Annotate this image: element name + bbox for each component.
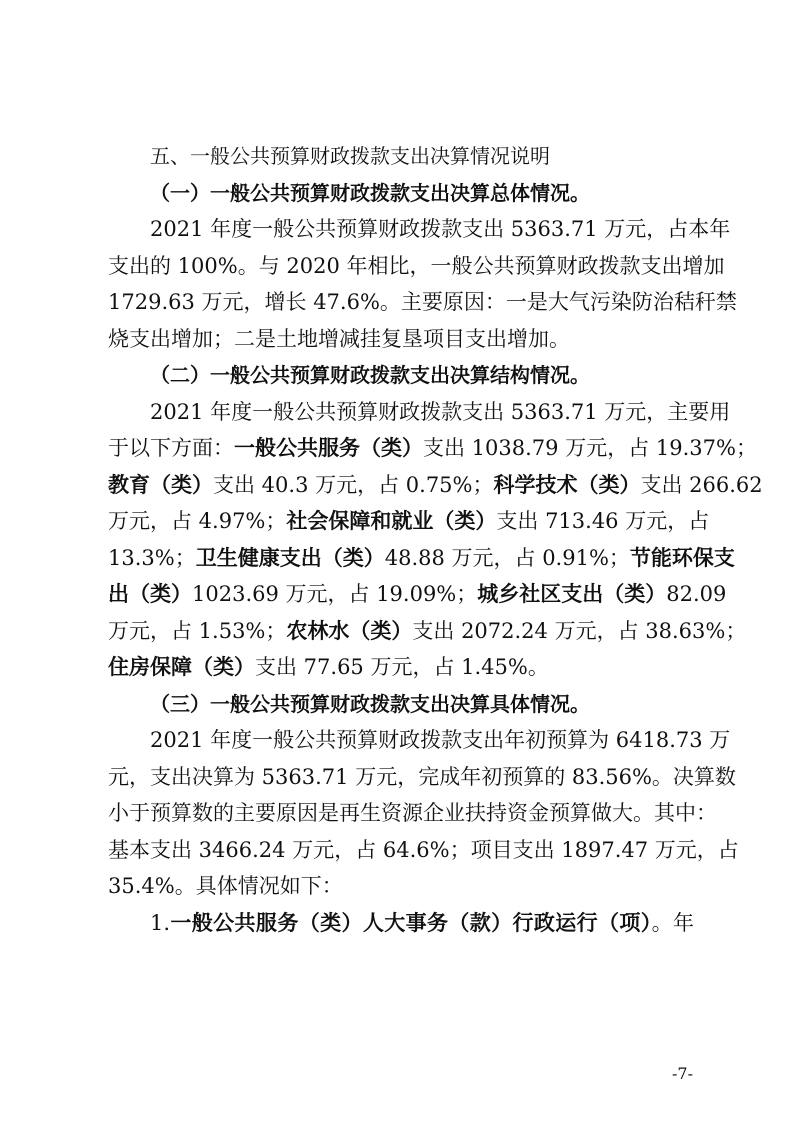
- text-run: 万元，占 1.53%；: [108, 618, 287, 643]
- text-run: 支出 266.62: [640, 472, 763, 497]
- paragraph-line: [108, 576, 727, 613]
- section-title: 五、一般公共预算财政拨款支出决算情况说明: [150, 144, 550, 168]
- paragraph-line: [108, 430, 757, 467]
- subsection-heading-3: （三）一般公共预算财政拨款支出决算具体情况。: [150, 691, 590, 716]
- paragraph-line: 1729.63 万元，增长 47.6%。主要原因：一是大气污染防治秸秆禁: [108, 290, 737, 314]
- paragraph-line: [108, 503, 710, 540]
- text-run: 1023.69 万元，占 19.09%；: [192, 582, 478, 606]
- paragraph-line: 元，支出决算为 5363.71 万元，完成年初预算的 83.56%。决算数: [108, 764, 736, 789]
- list-item-1: [108, 905, 694, 942]
- paragraph-line: 支出的 100%。与 2020 年相比，一般公共预算财政拨款支出增加: [108, 253, 725, 278]
- text-run: 。年: [651, 910, 695, 935]
- text-run: 支出 77.65 万元，占 1.45%。: [255, 655, 549, 679]
- paragraph-line: [108, 540, 735, 577]
- text-run: 48.88 万元，占 0.91%；: [384, 545, 630, 570]
- category-label: 社会保障和就业（类）: [286, 509, 497, 533]
- list-number: 1.: [150, 910, 171, 935]
- paragraph-line: 35.4%。具体情况如下：: [108, 874, 343, 898]
- paragraph-line: 2021 年度一般公共预算财政拨款支出年初预算为 6418.73 万: [150, 728, 731, 752]
- document-body: [108, 138, 763, 941]
- category-label: 城乡社区支出（类）: [477, 582, 667, 606]
- text-run: 支出 2072.24 万元，占 38.63%；: [412, 618, 747, 643]
- text-run: 支出 713.46 万元，占: [496, 509, 710, 533]
- text-run: 于以下方面：: [108, 436, 234, 460]
- paragraph-line: 基本支出 3466.24 万元，占 64.6%；项目支出 1897.47 万元，占: [108, 837, 739, 862]
- subsection-heading-2: （二）一般公共预算财政拨款支出决算结构情况。: [150, 363, 590, 387]
- paragraph-line: [108, 467, 763, 504]
- category-label: 一般公共服务（类）人大事务（款）行政运行（项）: [170, 910, 652, 935]
- paragraph-line: [108, 649, 694, 686]
- category-label: 一般公共服务（类）: [234, 436, 423, 460]
- paragraph-line: [108, 613, 747, 650]
- paragraph-line: 小于预算数的主要原因是再生资源企业扶持资金预算做大。其中：: [108, 801, 717, 825]
- text-run: 万元，占 4.97%；: [108, 509, 287, 533]
- paragraph-line: 2021 年度一般公共预算财政拨款支出 5363.71 万元，主要用: [150, 399, 731, 424]
- category-label: 卫生健康支出（类）: [195, 545, 385, 570]
- text-run: 支出 1038.79 万元，占 19.37%；: [423, 436, 757, 460]
- paragraph-line: 烧支出增加；二是土地增减挂复垦项目支出增加。: [108, 326, 570, 351]
- text-run: 13.3%；: [108, 545, 196, 570]
- category-label: 农林水（类）: [286, 618, 413, 643]
- text-run: 82.09: [666, 582, 727, 606]
- text-run: 支出 40.3 万元，占 0.75%；: [213, 472, 494, 497]
- page-number: -7-: [672, 1064, 693, 1083]
- category-label: 教育（类）: [108, 472, 213, 497]
- category-label: 节能环保支: [629, 545, 735, 570]
- subsection-heading-1: （一）一般公共预算财政拨款支出决算总体情况。: [150, 180, 590, 205]
- category-label: 出（类）: [108, 582, 192, 606]
- category-label: 科学技术（类）: [493, 472, 641, 497]
- paragraph-line: 2021 年度一般公共预算财政拨款支出 5363.71 万元，占本年: [150, 217, 731, 241]
- category-label: 住房保障（类）: [108, 655, 255, 679]
